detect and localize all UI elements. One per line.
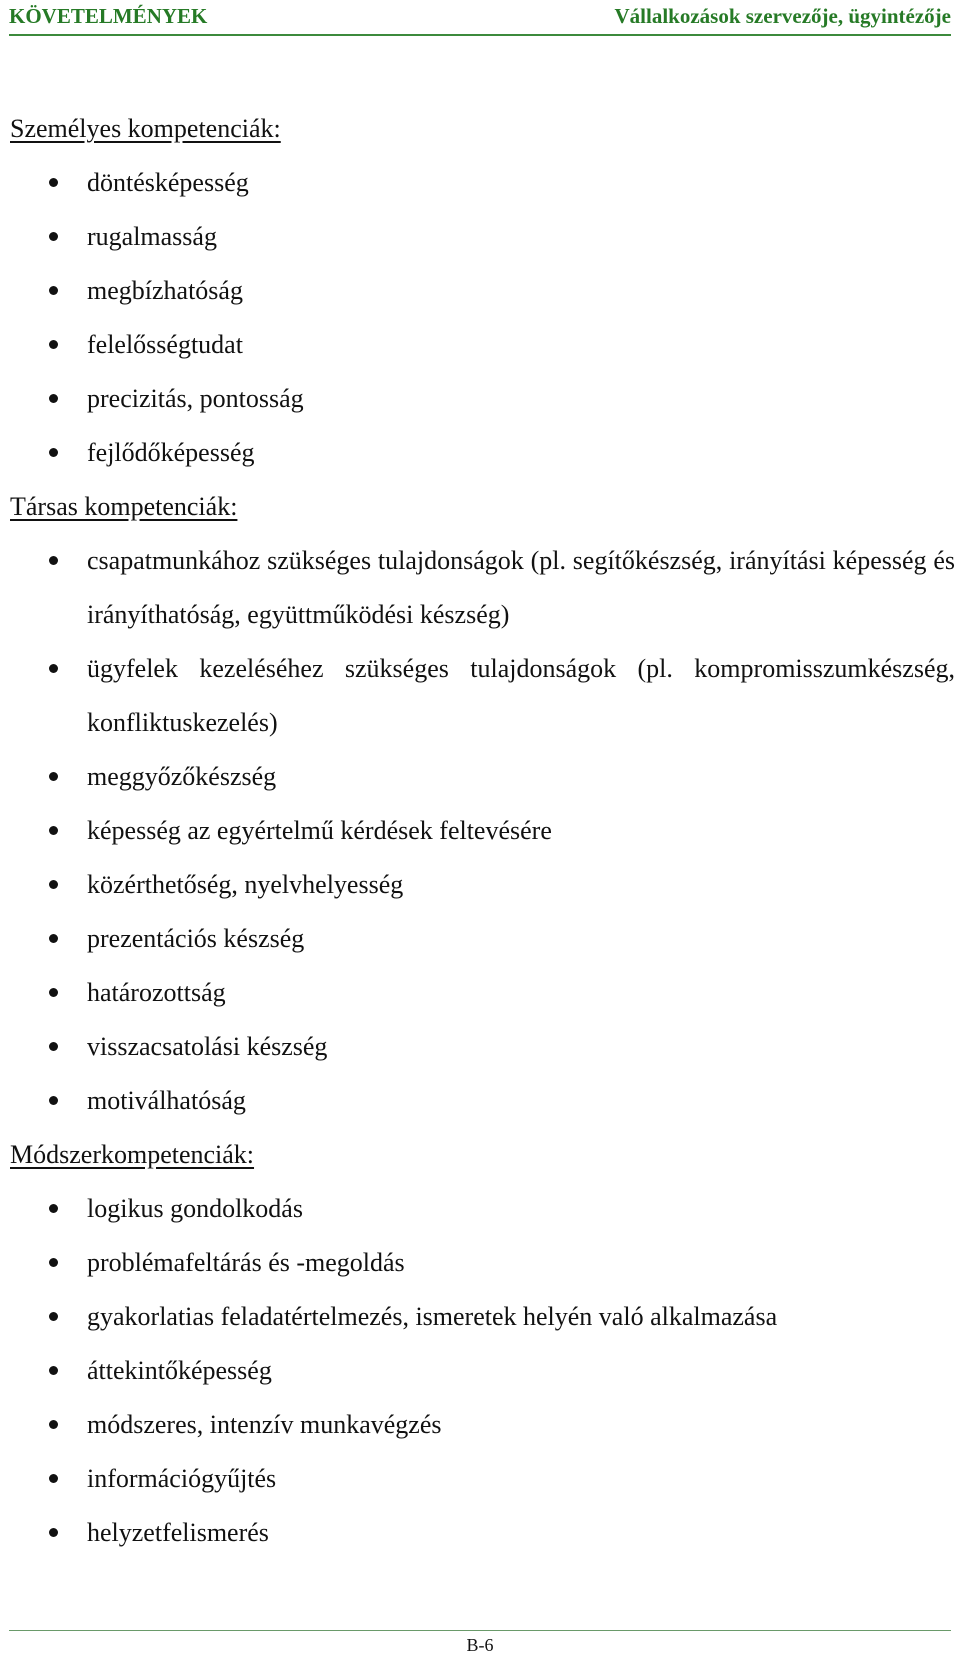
section-social-competencies <box>10 480 955 1128</box>
list-item-text: ügyfelek kezeléséhez szükséges tulajdonságok (pl. kompromisszumkészség, konfliktuskezelés) <box>87 654 955 737</box>
list-item-text: meggyőzőkészség <box>87 762 277 791</box>
list-item <box>10 156 950 210</box>
list-item <box>10 1020 950 1074</box>
bullet-icon <box>49 1204 58 1213</box>
list-item-text: határozottság <box>87 978 226 1007</box>
list-item-text: módszeres, intenzív munkavégzés <box>87 1410 442 1439</box>
bullet-icon <box>49 1528 58 1537</box>
bullet-icon <box>49 232 58 241</box>
bullet-icon <box>49 772 58 781</box>
list-item-text: információgyűjtés <box>87 1464 277 1493</box>
list-item <box>10 210 950 264</box>
list-item <box>10 642 955 750</box>
competency-list <box>10 534 955 1128</box>
list-item <box>10 858 950 912</box>
bullet-icon <box>49 988 58 997</box>
bullet-icon <box>49 448 58 457</box>
section-method-competencies <box>10 1128 950 1560</box>
list-item <box>10 264 950 318</box>
bullet-icon <box>49 178 58 187</box>
list-item-text: csapatmunkához szükséges tulajdonságok (pl. segítőkészség, irányítási képesség és irányíthatóság, együttműködési készség) <box>87 546 955 629</box>
list-item-text: helyzetfelismerés <box>87 1518 269 1547</box>
list-item-text: gyakorlatias feladatértelmezés, ismeretek helyén való alkalmazása <box>87 1302 778 1331</box>
competency-list <box>10 1182 950 1560</box>
section-personal-competencies <box>10 102 950 480</box>
list-item-text: megbízhatóság <box>87 276 243 305</box>
list-item <box>10 372 950 426</box>
list-item-text: áttekintőképesség <box>87 1356 272 1385</box>
list-item <box>10 534 955 642</box>
page-number: B-6 <box>466 1635 494 1655</box>
header-right-title: Vállalkozások szervezője, ügyintézője <box>614 4 951 28</box>
list-item-text: logikus gondolkodás <box>87 1194 303 1223</box>
list-item <box>10 1290 950 1344</box>
bullet-icon <box>49 826 58 835</box>
bullet-icon <box>49 1312 58 1321</box>
bullet-icon <box>49 1474 58 1483</box>
list-item-text: közérthetőség, nyelvhelyesség <box>87 870 404 899</box>
page-header <box>9 0 951 36</box>
bullet-icon <box>49 394 58 403</box>
bullet-icon <box>49 1096 58 1105</box>
list-item <box>10 426 950 480</box>
bullet-icon <box>49 1258 58 1267</box>
list-item-text: precizitás, pontosság <box>87 384 304 413</box>
header-divider <box>9 34 951 36</box>
list-item-text: képesség az egyértelmű kérdések feltevésére <box>87 816 552 845</box>
bullet-icon <box>49 556 58 565</box>
list-item <box>10 318 950 372</box>
list-item <box>10 750 950 804</box>
list-item <box>10 1182 950 1236</box>
list-item <box>10 1074 950 1128</box>
list-item-text: döntésképesség <box>87 168 249 197</box>
list-item-text: rugalmasság <box>87 222 217 251</box>
list-item-text: felelősségtudat <box>87 330 243 359</box>
list-item-text: problémafeltárás és -megoldás <box>87 1248 405 1277</box>
list-item <box>10 804 950 858</box>
header-left-title: KÖVETELMÉNYEK <box>9 4 208 28</box>
list-item <box>10 1452 950 1506</box>
list-item <box>10 1236 950 1290</box>
list-item <box>10 912 950 966</box>
list-item <box>10 1344 950 1398</box>
list-item <box>10 1398 950 1452</box>
bullet-icon <box>49 664 58 673</box>
section-title: Módszerkompetenciák: <box>10 1140 255 1169</box>
list-item-text: motiválhatóság <box>87 1086 246 1115</box>
list-item-text: fejlődőképesség <box>87 438 255 467</box>
footer-divider <box>9 1630 951 1631</box>
list-item-text: prezentációs készség <box>87 924 305 953</box>
list-item <box>10 1506 950 1560</box>
bullet-icon <box>49 1366 58 1375</box>
bullet-icon <box>49 880 58 889</box>
bullet-icon <box>49 934 58 943</box>
document-body <box>10 102 955 1560</box>
section-title: Társas kompetenciák: <box>10 492 238 521</box>
bullet-icon <box>49 1042 58 1051</box>
bullet-icon <box>49 340 58 349</box>
list-item <box>10 966 950 1020</box>
bullet-icon <box>49 1420 58 1429</box>
competency-list <box>10 156 950 480</box>
section-title: Személyes kompetenciák: <box>10 114 281 143</box>
bullet-icon <box>49 286 58 295</box>
list-item-text: visszacsatolási készség <box>87 1032 328 1061</box>
